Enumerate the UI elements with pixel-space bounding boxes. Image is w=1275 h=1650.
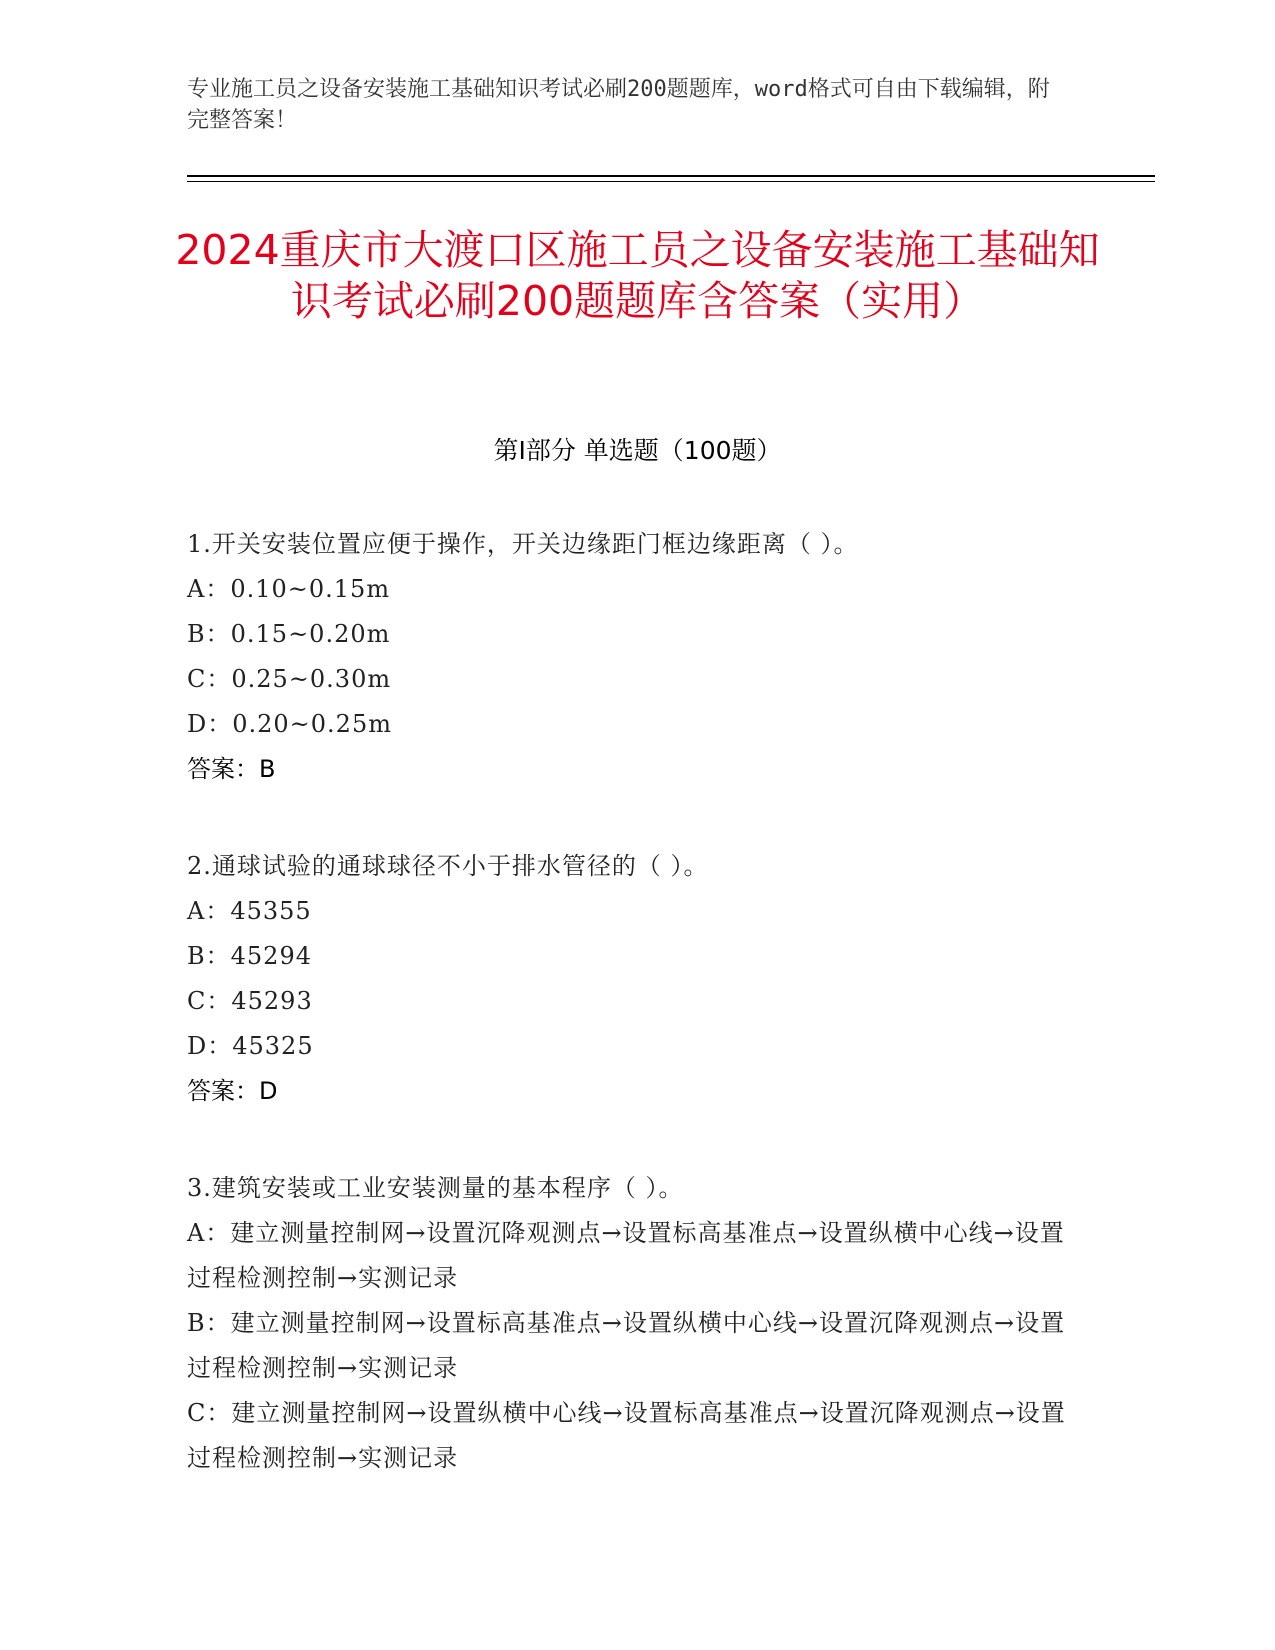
answer: 答案：D: [187, 1077, 278, 1105]
question-2: [187, 844, 1077, 1114]
option-d: D：0.20~0.25m: [187, 710, 392, 738]
question-list: [187, 522, 1077, 1533]
option-c: C：45293: [187, 987, 313, 1015]
header-rule-thick: [187, 175, 1155, 177]
question-1: [187, 522, 1077, 792]
option-b: B：0.15~0.20m: [187, 620, 391, 648]
option-b: B：45294: [187, 942, 312, 970]
question-3: [187, 1166, 1077, 1481]
option-a: A：建立测量控制网→设置沉降观测点→设置标高基准点→设置纵横中心线→设置过程检测控制→实测记录: [187, 1219, 1065, 1292]
question-text: 1.开关安装位置应便于操作，开关边缘距门框边缘距离（ ）。: [187, 530, 859, 558]
option-d: D：45325: [187, 1032, 314, 1060]
document-title: 2024重庆市大渡口区施工员之设备安装施工基础知识考试必刷200题题库含答案（实用）: [175, 226, 1100, 325]
header-rule-thin: [187, 181, 1155, 182]
header-note: 专业施工员之设备安装施工基础知识考试必刷200题题库，word格式可自由下载编辑，附完整答案！: [187, 77, 1050, 133]
option-a: A：45355: [187, 897, 312, 925]
option-a: A：0.10~0.15m: [187, 575, 391, 603]
section-heading: 第I部分 单选题（100题）: [493, 436, 782, 465]
answer: 答案：B: [187, 755, 276, 783]
option-c: C：0.25~0.30m: [187, 665, 392, 693]
option-b: B：建立测量控制网→设置标高基准点→设置纵横中心线→设置沉降观测点→设置过程检测控制→实测记录: [187, 1309, 1066, 1382]
question-text: 2.通球试验的通球球径不小于排水管径的（ ）。: [187, 852, 709, 880]
option-c: C：建立测量控制网→设置纵横中心线→设置标高基准点→设置沉降观测点→设置过程检测控制→实测记录: [187, 1399, 1066, 1472]
question-text: 3.建筑安装或工业安装测量的基本程序（ ）。: [187, 1174, 684, 1202]
